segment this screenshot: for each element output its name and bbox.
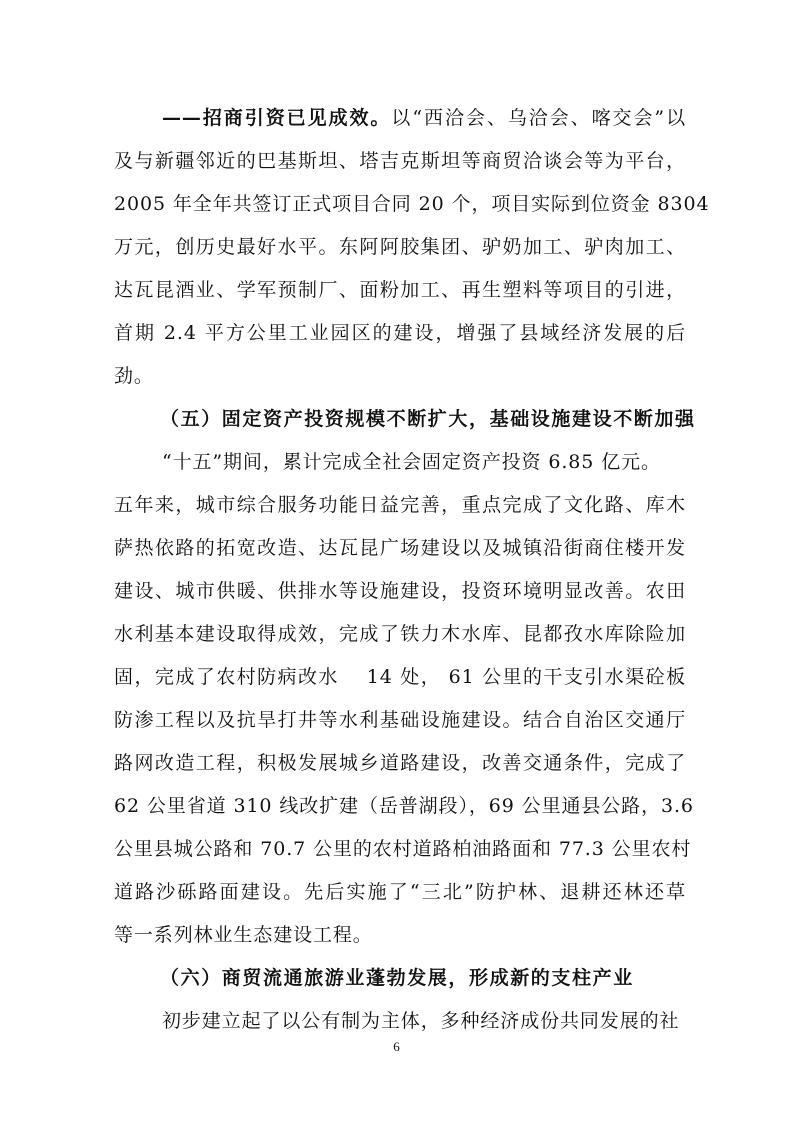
paragraph-2-line-11: 道路沙砾路面建设。先后实施了“三北”防护林、退耕还林还草: [114, 881, 686, 903]
page-number: 6: [393, 1039, 400, 1054]
paragraph-2-line-1: “十五”期间，累计完成全社会固定资产投资 6.85 亿元。: [162, 451, 661, 473]
paragraph-2-line-4: 建设、城市供暖、供排水等设施建设，投资环境明显改善。农田: [114, 580, 686, 602]
paragraph-2-line-6: 固，完成了农村防病改水 14 处， 61 公里的干支引水渠砼板: [114, 666, 686, 688]
paragraph-1-line-7: 劲。: [114, 365, 154, 387]
paragraph-1-lead: ——招商引资已见成效。: [162, 107, 392, 129]
paragraph-2-line-9: 62 公里省道 310 线改扩建（岳普湖段），69 公里通县公路，3.6: [114, 795, 694, 817]
paragraph-1-line-3: 2005 年全年共签订正式项目合同 20 个，项目实际到位资金 8304: [114, 193, 710, 215]
paragraph-2-line-7: 防渗工程以及抗旱打井等水利基础设施建设。结合自治区交通厅: [114, 709, 686, 731]
paragraph-1-line-4: 万元，创历史最好水平。东阿阿胶集团、驴奶加工、驴肉加工、: [114, 236, 686, 258]
paragraph-2-line-10: 公里县城公路和 70.7 公里的农村道路柏油路面和 77.3 公里农村: [114, 838, 692, 860]
paragraph-1-line-5: 达瓦昆酒业、学军预制厂、面粉加工、再生塑料等项目的引进，: [114, 279, 686, 301]
paragraph-1-line-1: [162, 106, 686, 130]
paragraph-2-line-2: 五年来，城市综合服务功能日益完善，重点完成了文化路、库木: [114, 494, 686, 516]
section-heading-5: （五）固定资产投资规模不断扩大，基础设施建设不断加强: [160, 408, 696, 430]
paragraph-1-lead-rest: 以“西洽会、乌洽会、喀交会”以: [391, 107, 686, 129]
paragraph-1-line-6: 首期 2.4 平方公里工业园区的建设，增强了县域经济发展的后: [114, 322, 686, 344]
section-heading-6: （六）商贸流通旅游业蓬勃发展，形成新的支柱产业: [160, 967, 634, 989]
paragraph-2-line-12: 等一系列林业生态建设工程。: [114, 924, 373, 946]
paragraph-3-line-1: 初步建立起了以公有制为主体，多种经济成份共同发展的社: [162, 1010, 680, 1032]
paragraph-1-line-2: 及与新疆邻近的巴基斯坦、塔吉克斯坦等商贸洽谈会等为平台，: [114, 150, 686, 172]
paragraph-2-line-8: 路网改造工程，积极发展城乡道路建设，改善交通条件，完成了: [114, 752, 686, 774]
paragraph-2-line-3: 萨热依路的拓宽改造、达瓦昆广场建设以及城镇沿街商住楼开发: [114, 537, 686, 559]
paragraph-2-line-5: 水利基本建设取得成效，完成了铁力木水库、昆都孜水库除险加: [114, 623, 686, 645]
